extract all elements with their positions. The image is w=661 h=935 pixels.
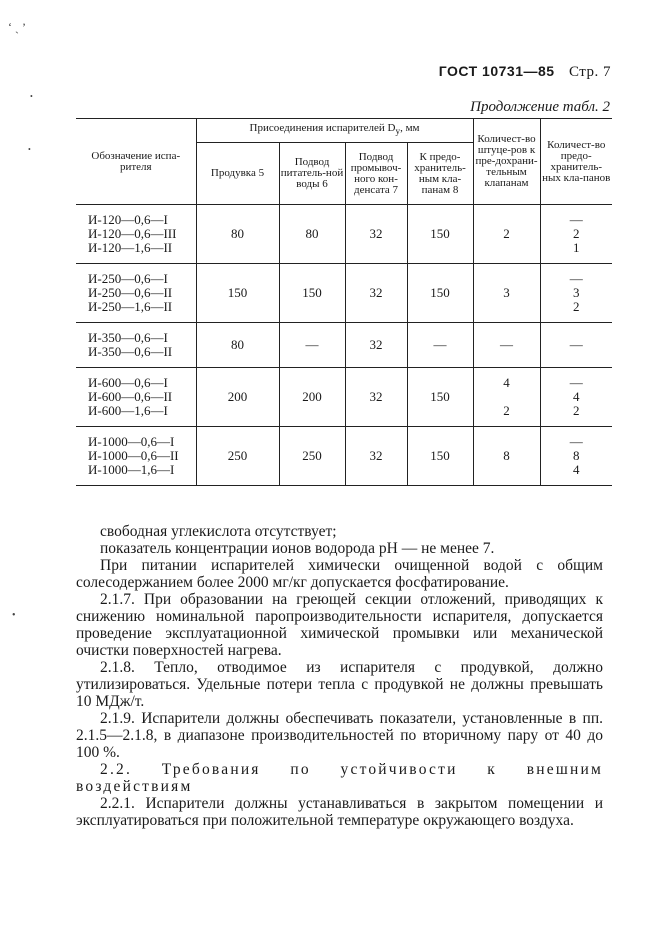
cell-line: 4 [573, 389, 580, 404]
cell-line: — [500, 337, 513, 352]
section-heading: 2.2. Требования по устойчивости к внешним воздействиям [76, 761, 603, 795]
table-row [76, 205, 612, 264]
header-fittings-count: Количест-во штуце-ров к пре-дохрани-тельным клапанам [473, 119, 540, 205]
cell-line: И-1000—1,6—I [88, 462, 175, 477]
cell-line: 1 [573, 240, 580, 255]
cell-line: И-1000—0,6—I [88, 434, 175, 449]
cell-purge: 80 [196, 205, 279, 264]
cell-feed: 250 [279, 427, 345, 486]
cell-line: — [569, 212, 583, 227]
cell-line: 3 [573, 285, 580, 300]
cell-line: И-1000—0,6—II [88, 448, 179, 463]
cell-line: И-600—1,6—I [88, 403, 168, 418]
body-text [76, 523, 603, 829]
cell-purge: 200 [196, 368, 279, 427]
cell-fittings-count [473, 264, 540, 323]
cell-wash: 32 [345, 427, 407, 486]
cell-line: 2 [503, 403, 510, 418]
cell-wash: 32 [345, 323, 407, 368]
header-connections: Присоединения испарителей $D_у$, мм [196, 119, 473, 143]
cell-designation [76, 427, 196, 486]
cell-valves-count [540, 368, 612, 427]
cell-feed: 150 [279, 264, 345, 323]
cell-valves-count [540, 323, 612, 368]
cell-valves: 150 [407, 427, 473, 486]
scan-mark: ‘ ˎ ’ [8, 20, 26, 34]
cell-valves: 150 [407, 368, 473, 427]
header-purge: Продувка 5 [196, 143, 279, 205]
cell-feed: — [279, 323, 345, 368]
scan-dot: • [30, 92, 33, 101]
cell-line: И-350—0,6—II [88, 344, 173, 359]
cell-valves-count [540, 205, 612, 264]
header-feed: Подвод питатель-ной воды 6 [279, 143, 345, 205]
cell-line: И-250—1,6—II [88, 299, 173, 314]
cell-line: 2 [573, 403, 580, 418]
cell-fittings-count [473, 205, 540, 264]
cell-line: 8 [573, 448, 580, 463]
cell-fittings-count [473, 323, 540, 368]
header-valves-count: Количест-во предо-хранитель-ных кла-панов [540, 119, 612, 205]
cell-designation [76, 368, 196, 427]
cell-fittings-count [473, 368, 540, 427]
cell-line: И-120—0,6—I [88, 212, 168, 227]
table-body [76, 205, 612, 486]
cell-line: — [569, 271, 583, 286]
cell-feed: 80 [279, 205, 345, 264]
cell-line: 3 [503, 285, 510, 300]
paragraph: показатель концентрации ионов водорода pH — не менее 7. [100, 540, 495, 557]
table-row [76, 323, 612, 368]
cell-line: И-350—0,6—I [88, 330, 168, 345]
paragraph: 2.2.1. Испарители должны устанавливаться в закрытом помещении и эксплуатироваться при положительной температуре окружающего воздуха. [76, 795, 603, 829]
cell-line: — [569, 337, 583, 352]
cell-line: 2 [573, 226, 580, 241]
paragraph: 2.1.9. Испарители должны обеспечивать показатели, установленные в пп. 2.1.5—2.1.8, в диапазоне производительностей по вторичному пару от 40 до 100 %. [76, 710, 603, 761]
cell-valves-count [540, 264, 612, 323]
table-continuation-label: Продолжение табл. 2 [470, 99, 610, 115]
scan-dot: • [12, 610, 16, 621]
page-header [439, 63, 611, 81]
cell-line: 2 [573, 299, 580, 314]
cell-line: — [569, 375, 583, 390]
table-row [76, 264, 612, 323]
cell-line: И-250—0,6—I [88, 271, 168, 286]
paragraph: 2.1.7. При образовании на греющей секции отложений, приводящих к снижению номинальной паропроизводительности испарителя, допускается проведение эксплуатационной химической промывки или механической очистки поверхностей нагрева. [76, 591, 603, 659]
scan-dot: • [28, 145, 31, 154]
cell-line: 2 [503, 226, 510, 241]
cell-fittings-count [473, 427, 540, 486]
cell-purge: 250 [196, 427, 279, 486]
cell-wash: 32 [345, 264, 407, 323]
cell-designation [76, 205, 196, 264]
cell-line: И-120—1,6—II [88, 240, 173, 255]
header-valves: К предо-хранитель-ным кла-панам 8 [407, 143, 473, 205]
cell-line: 4 [573, 462, 580, 477]
table-row [76, 368, 612, 427]
cell-valves: — [407, 323, 473, 368]
page-number: Стр. 7 [568, 64, 611, 80]
cell-wash: 32 [345, 368, 407, 427]
cell-valves: 150 [407, 205, 473, 264]
table-row [76, 427, 612, 486]
cell-designation [76, 264, 196, 323]
cell-line: — [569, 434, 583, 449]
cell-valves-count [540, 427, 612, 486]
paragraph: 2.1.8. Тепло, отводимое из испарителя с продувкой, должно утилизироваться. Удельные потери тепла с продувкой не должны превышать 10 МДж/т. [76, 659, 603, 710]
cell-line: И-600—0,6—II [88, 389, 173, 404]
paragraph: свободная углекислота отсутствует; [100, 523, 337, 540]
header-designation: Обозначение испа-рителя [76, 119, 196, 205]
cell-line: И-600—0,6—I [88, 375, 168, 390]
cell-valves: 150 [407, 264, 473, 323]
header-wash: Подвод промывоч-ного кон-денсата 7 [345, 143, 407, 205]
evaporator-connections-table [76, 118, 612, 486]
cell-line: 4 [503, 375, 510, 390]
standard-number: ГОСТ 10731—85 [438, 63, 555, 79]
cell-line: И-250—0,6—II [88, 285, 173, 300]
paragraph: При питании испарителей химически очищенной водой с общим солесодержанием более 2000 мг/кг допускается фосфатирование. [76, 557, 603, 591]
cell-wash: 32 [345, 205, 407, 264]
cell-purge: 80 [196, 323, 279, 368]
cell-purge: 150 [196, 264, 279, 323]
cell-line: 8 [503, 448, 510, 463]
cell-line: И-120—0,6—III [88, 226, 177, 241]
cell-feed: 200 [279, 368, 345, 427]
cell-designation [76, 323, 196, 368]
